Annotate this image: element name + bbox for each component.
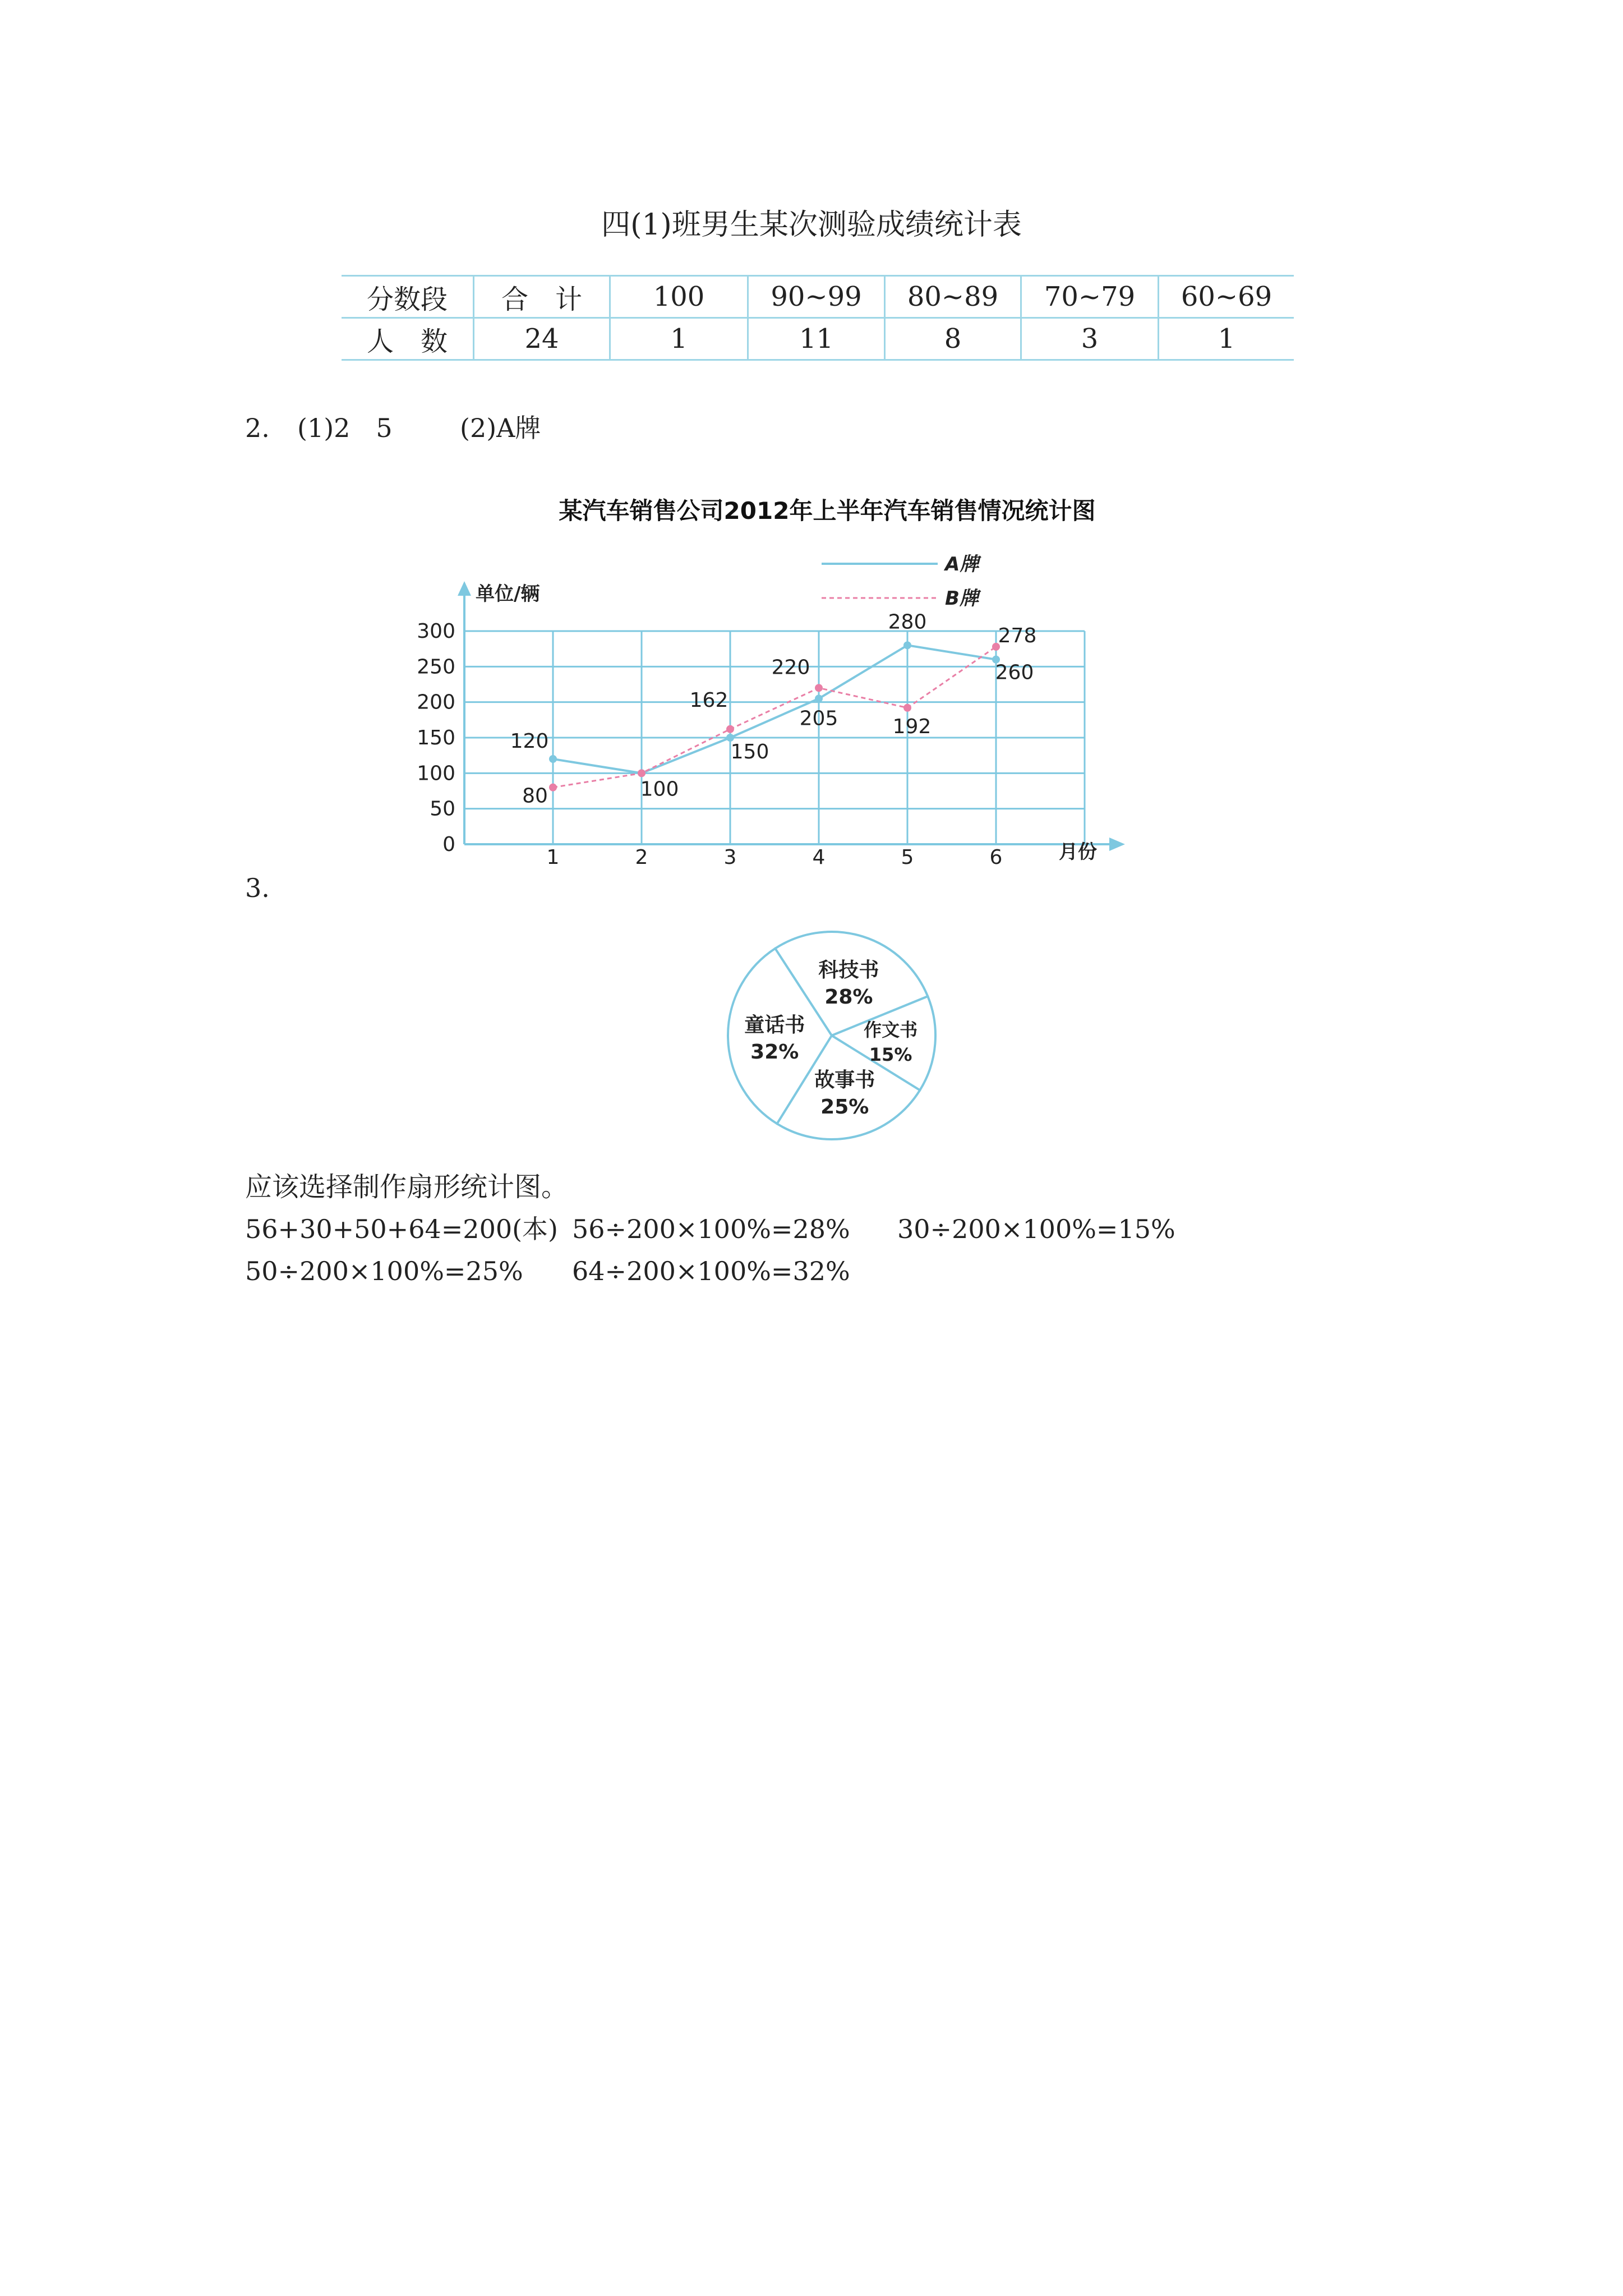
table-cell: 60~69: [1159, 276, 1294, 318]
legend-label-a: A牌: [945, 553, 979, 576]
table-cell: 80~89: [885, 276, 1021, 318]
y-tick-label: 0: [442, 833, 455, 856]
pie-slice-percent: 28%: [824, 985, 873, 1009]
y-axis-label: 单位/辆: [476, 583, 540, 605]
data-label: 80: [522, 784, 548, 808]
pie-slice-label: 作文书: [864, 1019, 918, 1041]
pie-slice-percent: 15%: [869, 1043, 912, 1065]
chart-title: 某汽车销售公司2012年上半年汽车销售情况统计图: [559, 497, 1096, 524]
table-cell: 8: [885, 318, 1021, 360]
table-cell: 分数段: [342, 276, 474, 318]
y-tick-label: 300: [417, 620, 455, 643]
x-tick-label: 3: [723, 846, 737, 869]
table-cell: 合 计: [474, 276, 610, 318]
pie-slice-percent: 25%: [820, 1096, 869, 1119]
calc-line: 56+30+50+64=200(本): [245, 1214, 558, 1244]
series-b-point: [815, 684, 823, 692]
x-axis-label: 月份: [1059, 841, 1097, 863]
table-row: [342, 318, 1294, 360]
y-tick-labels: [417, 620, 455, 856]
y-tick-label: 200: [417, 691, 455, 714]
x-tick-label: 2: [635, 846, 648, 869]
x-axis-arrow: [1109, 838, 1125, 851]
x-tick-label: 5: [901, 846, 914, 869]
legend-label-b: B牌: [945, 587, 979, 610]
data-label: 162: [689, 688, 728, 712]
calc-line: 50÷200×100%=25%: [245, 1256, 523, 1286]
data-label: 220: [771, 656, 810, 679]
answer2-part1: (1)2 5: [297, 413, 393, 443]
table-cell: 11: [748, 318, 885, 360]
series-a-point: [815, 694, 823, 702]
series-b-point: [903, 704, 911, 712]
chart-legend: [822, 553, 981, 610]
table-cell: 70~79: [1021, 276, 1159, 318]
series-b-point: [638, 769, 645, 777]
table-cell: 1: [1159, 318, 1294, 360]
chart-axes: [458, 581, 1125, 851]
y-axis-arrow: [458, 581, 471, 596]
score-table: [342, 275, 1294, 361]
series-a-point: [549, 755, 557, 763]
table-cell: 1: [610, 318, 748, 360]
data-label: 100: [640, 777, 679, 801]
conclusion-text: 应该选择制作扇形统计图。: [245, 1171, 569, 1203]
table-cell: 90~99: [748, 276, 885, 318]
answer3-number: 3.: [245, 873, 270, 903]
table-cell: 3: [1021, 318, 1159, 360]
x-tick-labels: [547, 846, 1003, 869]
pie-slice-percent: 32%: [750, 1041, 799, 1064]
y-tick-label: 50: [430, 797, 455, 821]
pie-chart: [718, 926, 965, 1172]
series-b-point: [726, 725, 734, 733]
x-tick-label: 4: [812, 846, 826, 869]
line-chart: [393, 482, 1178, 875]
x-tick-label: 1: [546, 846, 560, 869]
pie-slice-label: 故事书: [814, 1069, 875, 1092]
answer2-number: 2.: [245, 413, 270, 443]
pie-slice-label: 童话书: [744, 1014, 805, 1037]
table-header-row: [342, 276, 1294, 318]
table-cell: 24: [474, 318, 610, 360]
calc-line: 56÷200×100%=28%: [572, 1214, 850, 1244]
data-label: 150: [730, 740, 769, 763]
series-a-point: [903, 641, 911, 649]
data-label: 205: [799, 707, 838, 730]
y-tick-label: 100: [417, 762, 455, 785]
calc-line: 64÷200×100%=32%: [572, 1256, 850, 1286]
table-cell: 100: [610, 276, 748, 318]
data-label: 120: [510, 730, 549, 753]
data-label: 280: [888, 610, 927, 634]
data-label: 192: [892, 715, 932, 738]
y-tick-label: 150: [417, 726, 455, 749]
series-b-point: [549, 784, 557, 792]
pie-slice-label: 科技书: [818, 958, 879, 982]
x-tick-label: 6: [989, 846, 1003, 869]
table-cell: 人 数: [342, 318, 474, 360]
answer2-part2: (2)A牌: [460, 413, 541, 443]
y-tick-label: 250: [417, 655, 455, 679]
data-label: 260: [995, 661, 1034, 684]
calc-line: 30÷200×100%=15%: [897, 1214, 1175, 1244]
data-label: 278: [998, 624, 1037, 647]
table-title: 四(1)班男生某次测验成绩统计表: [601, 208, 1022, 242]
